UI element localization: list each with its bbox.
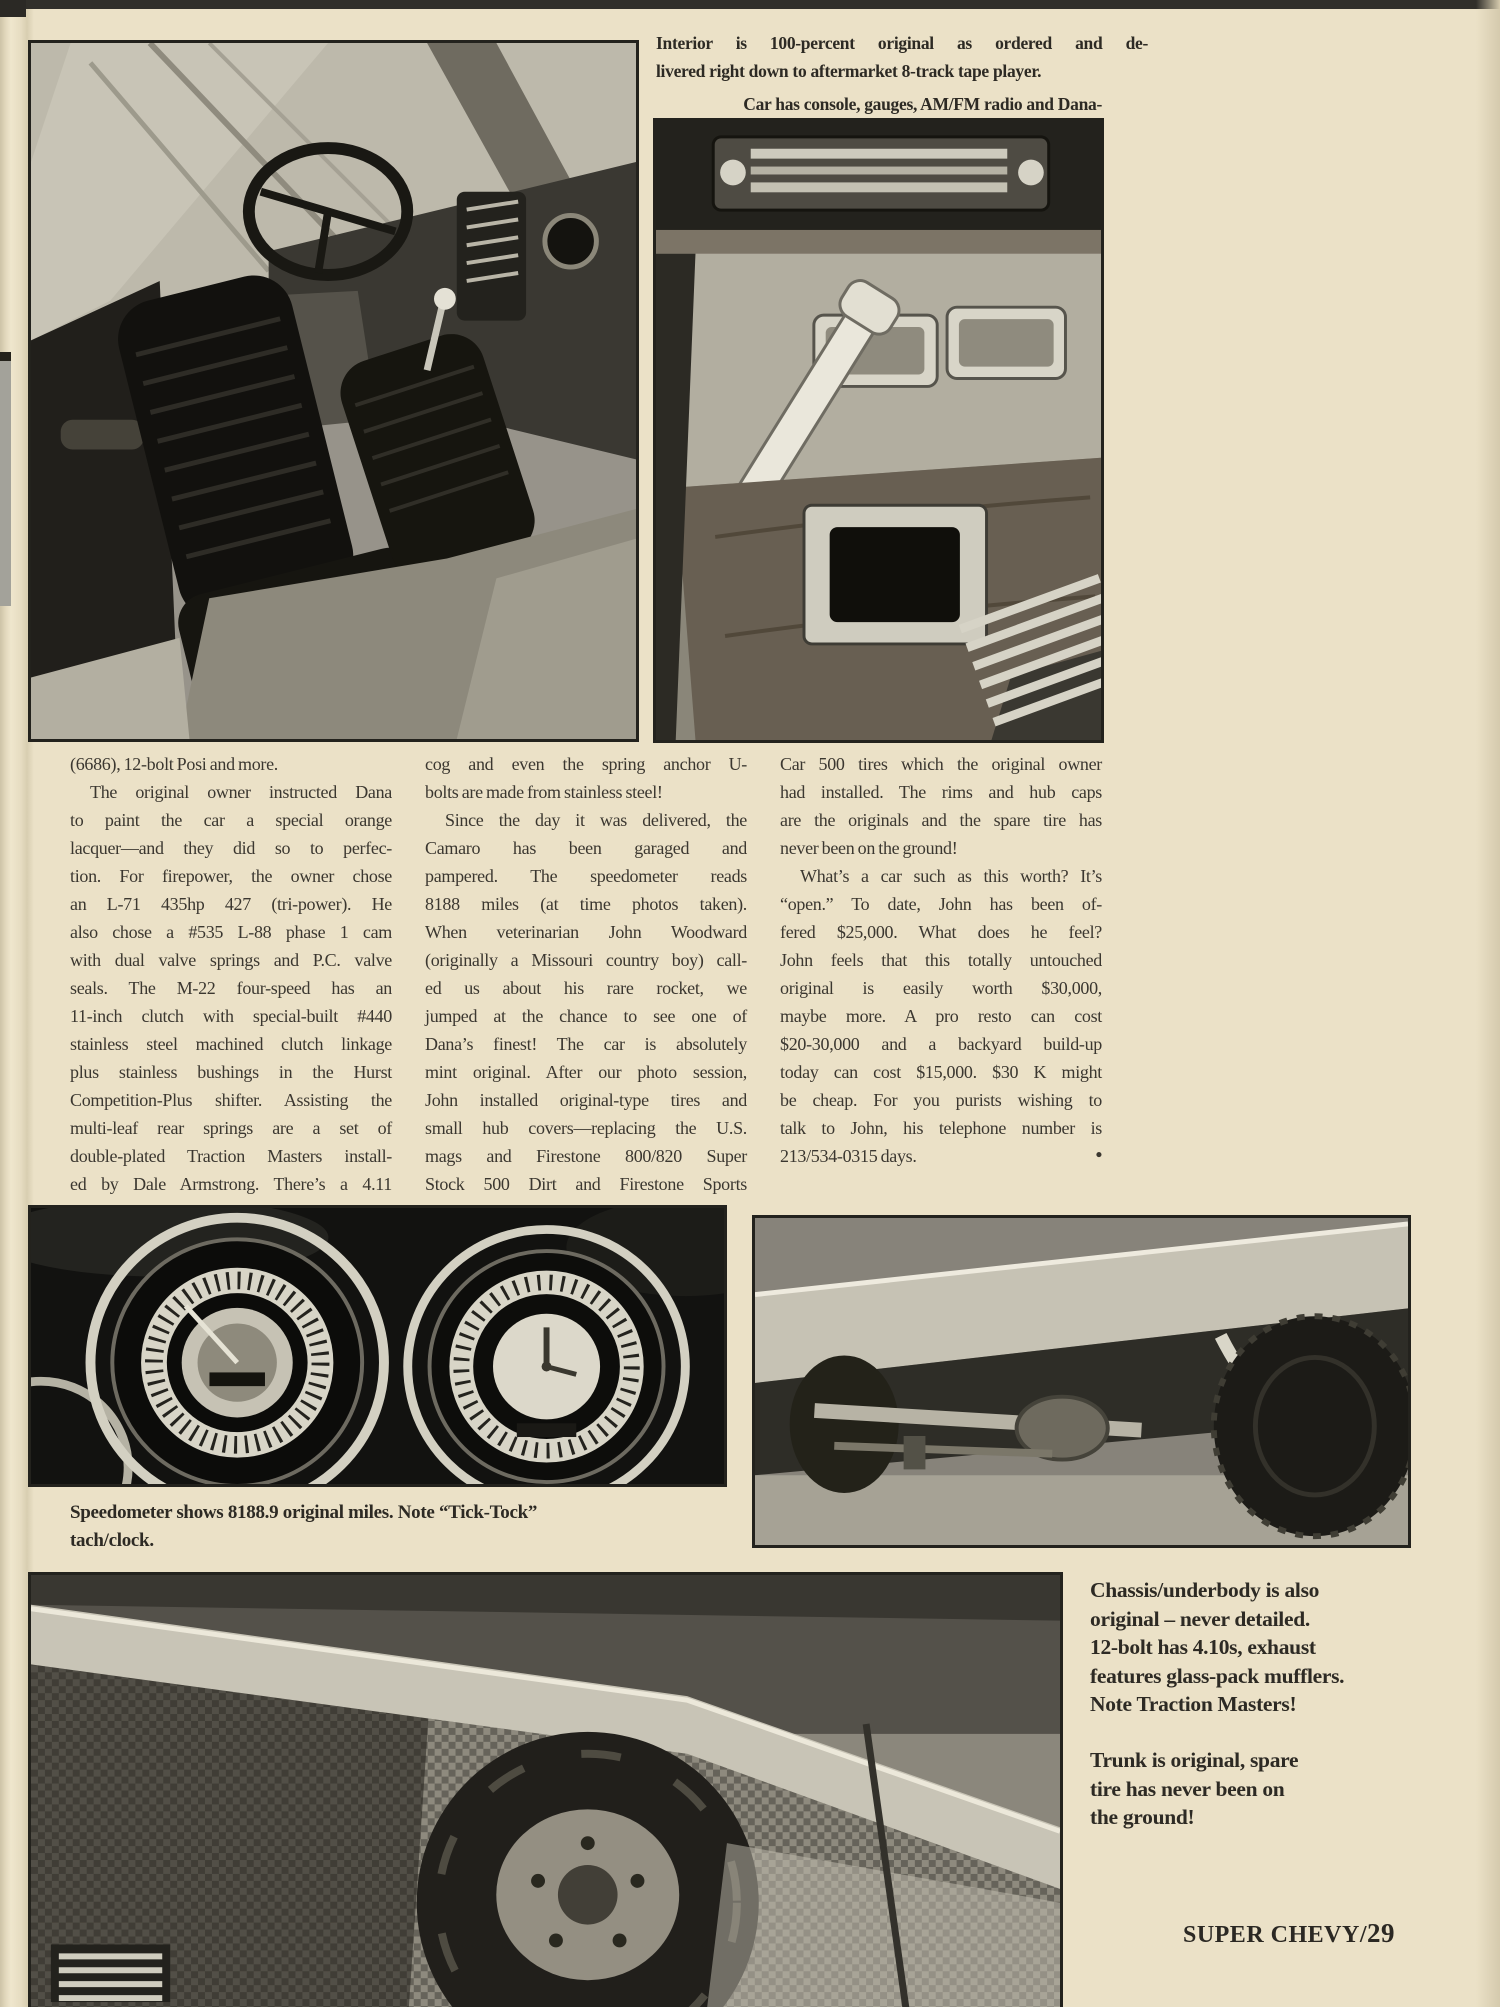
text-line: Trunk is original, spare xyxy=(1090,1748,1299,1772)
text-line: pampered. The speedometer reads xyxy=(425,866,747,886)
console-hurst-shifter-photo xyxy=(653,118,1104,743)
text-line: be cheap. For you purists wishing to xyxy=(780,1090,1102,1110)
text-line: had installed. The rims and hub caps xyxy=(780,782,1102,802)
text-line: lacquer—and they did so to perfec- xyxy=(70,838,392,858)
camaro-interior-photo xyxy=(28,40,639,742)
text-line: stainless steel machined clutch linkage xyxy=(70,1034,392,1054)
text-line: Camaro has been garaged and xyxy=(425,838,747,858)
text-line: “open.” To date, John has been of- xyxy=(780,894,1102,914)
scan-top-edge xyxy=(0,0,1500,9)
article-body xyxy=(70,750,1102,1198)
scan-top-corner xyxy=(0,0,26,17)
text-line: Interior is 100-percent original as ordered and de- xyxy=(656,33,1148,53)
text-line: maybe more. A pro resto can cost xyxy=(780,1006,1102,1026)
caption-trunk xyxy=(1090,1746,1425,1832)
article-column-1 xyxy=(70,750,392,1198)
text-line: Note Traction Masters! xyxy=(1090,1692,1297,1716)
console-illustration xyxy=(656,121,1101,740)
text-line: What’s a car such as this worth? It’s xyxy=(800,866,1102,886)
caption-speedometer xyxy=(70,1500,655,1556)
trunk-spare-tire-photo xyxy=(28,1572,1063,2007)
article-column-2 xyxy=(425,750,747,1198)
speedometer-tach-clock-photo xyxy=(28,1205,727,1487)
text-line: (originally a Missouri country boy) call- xyxy=(425,950,747,970)
text-line: fered $25,000. What does he feel? xyxy=(780,922,1102,942)
text-line: • 213/534-0315 days. xyxy=(780,1142,1102,1170)
text-line: The original owner instructed Dana xyxy=(90,782,392,802)
text-line: Chassis/underbody is also xyxy=(1090,1578,1320,1602)
text-line: the ground! xyxy=(1090,1805,1195,1829)
text-line: original – never detailed. xyxy=(1090,1606,1310,1631)
text-line: with dual valve springs and P.C. valve xyxy=(70,950,392,970)
text-line: John feels that this totally untouched xyxy=(780,950,1102,970)
text-line: to paint the car a special orange xyxy=(70,810,392,830)
text-line: ed us about his rare rocket, we xyxy=(425,978,747,998)
end-bullet: • xyxy=(1095,1145,1102,1166)
text-line: today can cost $15,000. $30 K might xyxy=(780,1062,1102,1082)
text-line: John installed original-type tires and xyxy=(425,1090,747,1110)
text-line: jumped at the chance to see one of xyxy=(425,1006,747,1026)
text-line: tire has never been on xyxy=(1090,1776,1285,1801)
camaro-interior-illustration xyxy=(31,43,636,739)
text-line: an L-71 435hp 427 (tri-power). He xyxy=(70,894,392,914)
text-line: never been on the ground! xyxy=(780,838,958,858)
text-line: 12-bolt has 4.10s, exhaust xyxy=(1090,1635,1316,1659)
text-line: Since the day it was delivered, the xyxy=(445,810,747,830)
text-line: tion. For firepower, the owner chose xyxy=(70,866,392,886)
text-line: ed by Dale Armstrong. There’s a 4.11 xyxy=(70,1174,392,1194)
gauges-illustration xyxy=(31,1208,724,1484)
text-line: Car has console, gauges, AM/FM radio and Dana- xyxy=(743,94,1102,114)
text-line: Car 500 tires which the original owner xyxy=(780,754,1102,774)
text-line: bolts are made from stainless steel! xyxy=(425,782,663,802)
text-line: Dana’s finest! The car is absolutely xyxy=(425,1034,747,1054)
text-line: talk to John, his telephone number is xyxy=(780,1118,1102,1138)
caption-interior-text xyxy=(656,32,1148,88)
text-line: Competition-Plus shifter. Assisting the xyxy=(70,1090,392,1110)
text-line: also chose a #535 L-88 phase 1 cam xyxy=(70,922,392,942)
chassis-underbody-photo xyxy=(752,1215,1411,1548)
text-line: double-plated Traction Masters install- xyxy=(70,1146,392,1166)
page-number: 29 xyxy=(1367,1918,1395,1948)
article-column-3 xyxy=(780,750,1102,1198)
caption-chassis xyxy=(1090,1576,1425,1719)
text-line: are the originals and the spare tire has xyxy=(780,810,1102,830)
text-line: small hub covers—replacing the U.S. xyxy=(425,1118,747,1138)
adjacent-page-sliver xyxy=(0,352,11,606)
text-line: 8188 miles (at time photos taken). xyxy=(425,894,747,914)
text-line: (6686), 12-bolt Posi and more. xyxy=(70,754,278,774)
text-line: When veterinarian John Woodward xyxy=(425,922,747,942)
magazine-title: SUPER CHEVY/ xyxy=(1182,1922,1367,1948)
text-line: $20-30,000 and a backyard build-up xyxy=(780,1034,1102,1054)
scan-right-shade xyxy=(1476,0,1500,2007)
text-line: tach/clock. xyxy=(70,1530,154,1551)
text-line: features glass-pack mufflers. xyxy=(1090,1663,1345,1688)
text-line: original is easily worth $30,000, xyxy=(780,978,1102,998)
trunk-illustration xyxy=(31,1575,1060,2007)
text-line: cog and even the spring anchor U- xyxy=(425,754,747,774)
text-line: Speedometer shows 8188.9 original miles. Note “Tick-Tock” xyxy=(70,1502,538,1523)
text-line: 11-inch clutch with special-built #440 xyxy=(70,1006,392,1026)
text-line: Stock 500 Dirt and Firestone Sports xyxy=(425,1174,747,1194)
text-line: seals. The M-22 four-speed has an xyxy=(70,978,392,998)
underbody-illustration xyxy=(755,1218,1408,1545)
text-line: plus stainless bushings in the Hurst xyxy=(70,1062,392,1082)
text-line: mint original. After our photo session, xyxy=(425,1062,747,1082)
text-line: livered right down to aftermarket 8-track tape player. xyxy=(656,61,1042,81)
page-footer xyxy=(1183,1918,1395,1949)
text-line: multi-leaf rear springs are a set of xyxy=(70,1118,392,1138)
text-line: mags and Firestone 800/820 Super xyxy=(425,1146,747,1166)
